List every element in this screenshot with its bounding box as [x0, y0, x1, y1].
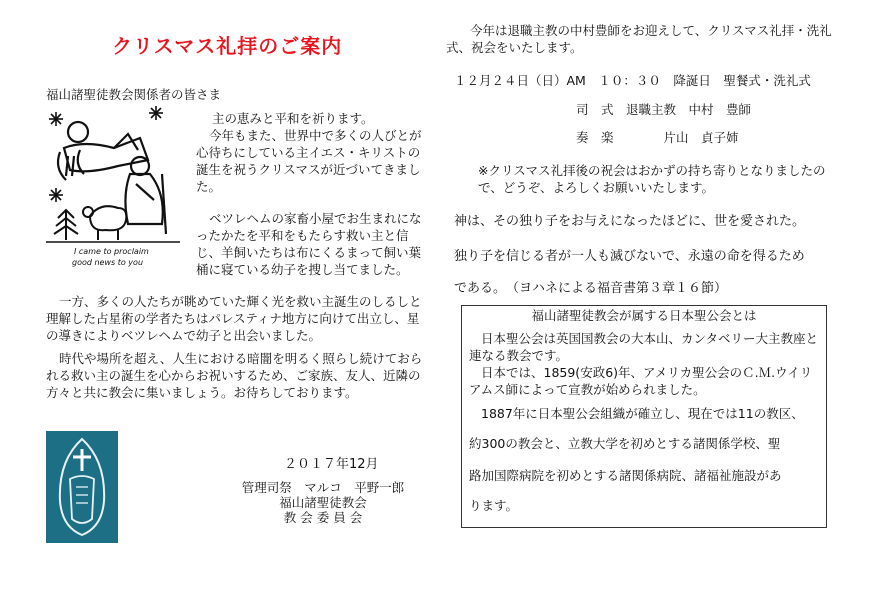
info-box-p3-line-1: 1887年に日本聖公会組織が確立し、現在では11の教区、 — [481, 406, 804, 421]
date: ２０１７年12月 — [284, 457, 379, 472]
caption-line-1: I came to proclaim — [74, 247, 149, 256]
signature-church: 福山諸聖徒教会 — [279, 495, 367, 510]
info-box-p3-line-3: 路加国際病院を初めとする諸関係病院、諸福祉施設があ — [469, 468, 782, 483]
reception-note: ※クリスマス礼拝後の祝会はおかずの持ち寄りとなりましたので、どうぞ、よろしくお願いいたします。 — [478, 163, 826, 195]
paragraph-3: 一方、多くの人たちが眺めていた輝く光を救い主誕生のしるしと理解した占星術の学者たちはパレスティナ地方に向けて出立し、星の導きによりベツレヘムで幼子と出会いました。 — [46, 294, 422, 343]
greeting: 主の恵みと平和を祈ります。 — [212, 111, 374, 126]
addressee: 福山諸聖徒教会関係者の皆さま — [46, 87, 222, 102]
sheep-figure — [83, 206, 126, 240]
star-icon — [49, 188, 63, 202]
signature — [228, 480, 418, 525]
page-title: クリスマス礼拝のご案内 — [112, 34, 343, 58]
church-emblem — [46, 431, 118, 543]
info-box-title: 福山諸聖徒教会が属する日本聖公会とは — [531, 308, 757, 323]
caption-line-2: good news to you — [72, 258, 144, 267]
greeting-block — [196, 110, 424, 195]
info-box-p1: 日本聖公会は英国国教会の大本山、カンタベリー大主教座と連なる教会です。 — [469, 331, 819, 363]
verse-line-2: 独り子を信じる者が一人も滅びないで、永遠の命を得るため — [454, 249, 805, 264]
paragraph-4: 時代や場所を超え、人生における暗闇を明るく照らし続けておられる救い主の誕生を心からお祝いするため、ご家族、友人、近隣の方々と共に教会に集いましょう。お待ちしております。 — [46, 351, 423, 400]
paragraph-1: 今年もまた、世界中で多くの人びとが心待ちにしている主イエス・キリストの誕生を祝うクリスマスが近づいてきました。 — [196, 128, 422, 194]
nativity-illustration — [44, 104, 182, 270]
service-schedule: １２月２４日（日）AM １０：３０ 降誕日 聖餐式・洗礼式 — [454, 73, 811, 88]
info-box-p3-line-2: 約300の教会と、立教大学を初めとする諸関係学校、聖 — [469, 436, 781, 451]
info-box-p2: 日本では、1859(安政6)年、アメリカ聖公会のＣ.Ｍ.ウイリアムス師によって宣教が始められました。 — [469, 365, 813, 397]
organist: 奏 楽 片山 貞子姉 — [576, 130, 739, 145]
info-box-p3-line-4: ります。 — [469, 498, 519, 513]
star-icon — [149, 106, 163, 120]
angel-figure — [58, 122, 148, 180]
intro-text: 今年は退職主教の中村豊師をお迎えして、クリスマス礼拝・洗礼式、祝会をいたします。 — [446, 23, 832, 55]
info-box-paragraph-1 — [469, 330, 821, 398]
shepherd-figure — [125, 157, 166, 234]
signature-priest: 管理司祭 マルコ 平野一郎 — [241, 480, 405, 495]
verse-line-1: 神は、その独り子をお与えになったほどに、世を愛された。 — [454, 214, 806, 229]
verse-line-3: である。 （ヨハネによる福音書第３章１６節） — [454, 281, 728, 296]
paragraph-2: ベツレヘムの家畜小屋でお生まれになったかたを平和をもたらす救い主と信じ、羊飼いたちは布にくるまって飼い葉桶に寝ている幼子を捜し当てました。 — [196, 211, 422, 277]
star-icon — [49, 112, 63, 126]
signature-committee: 教 会 委 員 会 — [283, 510, 363, 525]
officiant: 司 式 退職主教 中村 豊師 — [576, 102, 752, 117]
tree-icon — [54, 210, 78, 240]
